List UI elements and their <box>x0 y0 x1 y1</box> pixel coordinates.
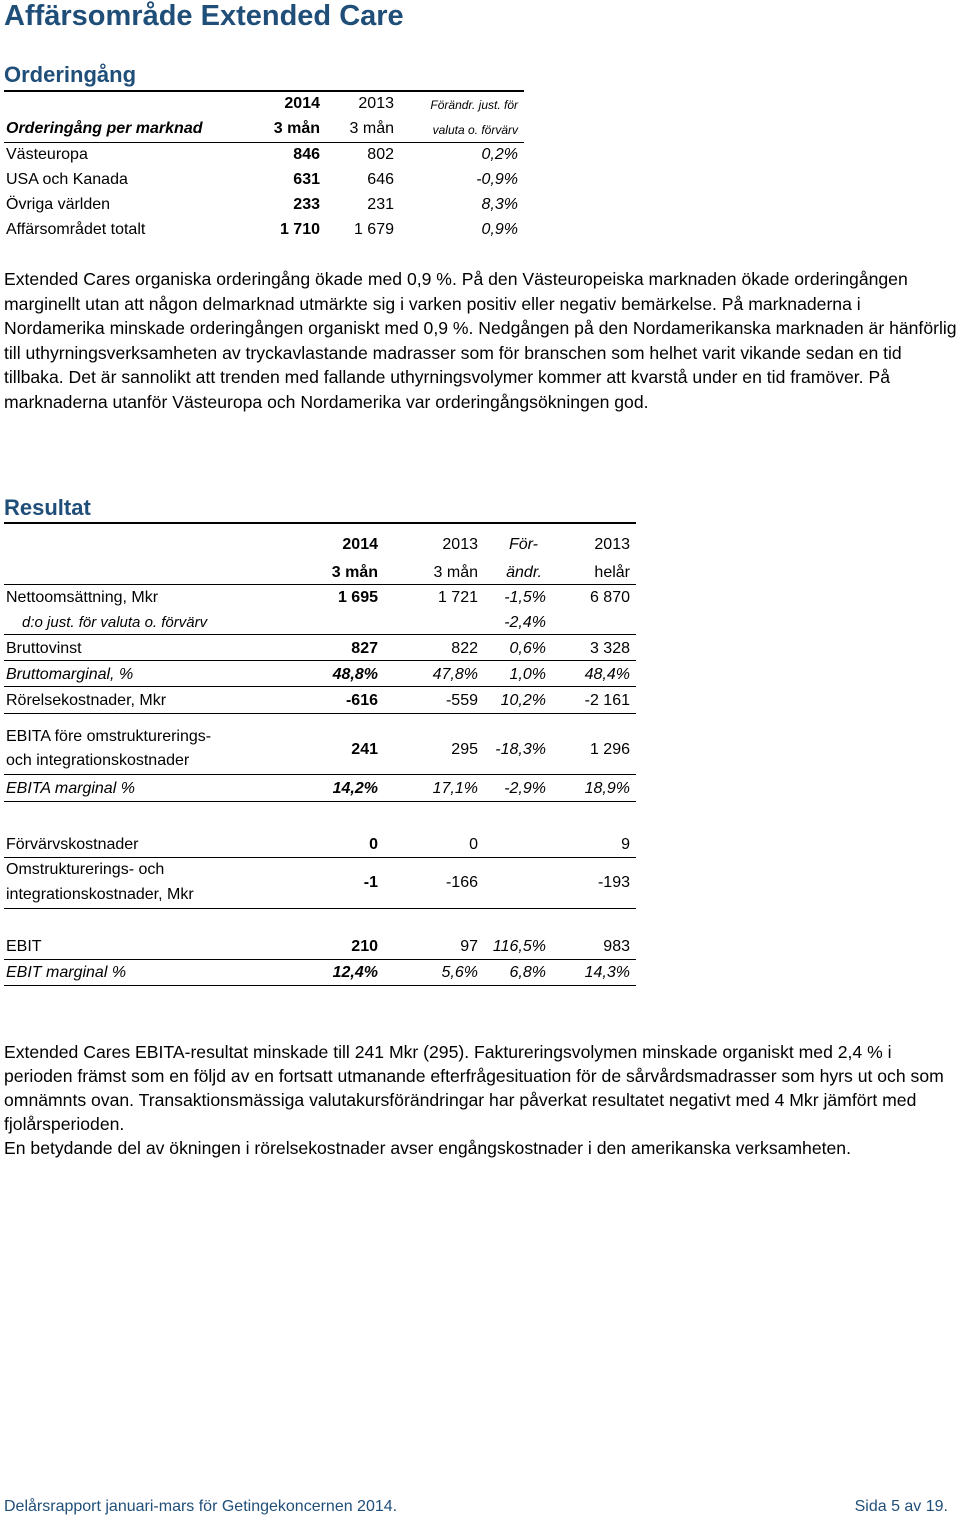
row-label: Affärsområdet totalt <box>6 221 146 238</box>
row-value-2014: 846 <box>293 146 320 163</box>
row-value-3: 10,2% <box>500 692 546 709</box>
table-row <box>4 585 636 609</box>
result-col2-year: 2013 <box>442 536 478 553</box>
order-col-change-line2: valuta o. förvärv <box>432 123 518 137</box>
row-value-1: -616 <box>345 692 378 709</box>
row-value-3: 1,0% <box>509 666 546 683</box>
row-value-4: 18,9% <box>584 780 630 797</box>
row-value-1: 210 <box>351 938 378 955</box>
row-label: Nettoomsättning, Mkr <box>6 589 159 606</box>
result-col3-line1: För- <box>508 536 538 553</box>
table-row <box>4 635 636 661</box>
row-label: EBIT <box>6 938 42 955</box>
result-heading: Resultat <box>4 495 91 520</box>
result-col4-year: 2013 <box>594 536 630 553</box>
row-value-2014: 631 <box>293 171 320 188</box>
row-label-line2: integrationskostnader, Mkr <box>6 886 194 903</box>
row-value-3: 6,8% <box>509 964 546 981</box>
row-value-4: 3 328 <box>589 640 630 657</box>
row-value-3: -18,3% <box>495 741 546 758</box>
row-value-1: 827 <box>351 640 378 657</box>
row-value-2014: 1 710 <box>279 221 320 238</box>
order-col-2013-period: 3 mån <box>349 120 394 137</box>
row-label-line1: EBITA före omstrukturerings- <box>6 728 212 745</box>
row-value-1: 14,2% <box>332 780 378 797</box>
row-label: d:o just. för valuta o. förvärv <box>22 614 208 631</box>
order-col-2014-year: 2014 <box>284 95 320 112</box>
row-label: USA och Kanada <box>6 171 128 188</box>
row-value-2: 47,8% <box>432 666 478 683</box>
row-value-2013: 231 <box>367 196 394 213</box>
row-value-3: -2,9% <box>504 780 546 797</box>
page-title: Affärsområde Extended Care <box>4 0 404 32</box>
row-label: Bruttomarginal, % <box>6 666 134 683</box>
row-value-2: -559 <box>445 692 478 709</box>
table-row <box>4 218 524 243</box>
row-label: Övriga världen <box>6 196 111 213</box>
table-row <box>4 168 524 193</box>
result-paragraph-2: En betydande del av ökningen i rörelsekostnader avser engångskostnader i den amerikanska verksamheten. <box>4 1138 851 1158</box>
row-value-4: 48,4% <box>584 666 630 683</box>
row-value-3: 116,5% <box>492 938 546 955</box>
row-value-1: 12,4% <box>332 964 378 981</box>
row-label: EBIT marginal % <box>6 964 127 981</box>
result-table <box>4 522 636 986</box>
row-value-1: 241 <box>351 741 378 758</box>
row-change: 0,2% <box>481 146 518 163</box>
order-paragraph: Extended Cares organiska orderingång ökade med 0,9 %. På den Västeuropeiska marknaden ökade orderingången marginellt utan att någon delmarknad utmärkte sig i varken positiv eller negativ bemärkelse. På marknaderna i Nordamerika minskade orderingången organiskt med 0,9 %. Nedgången på den Nordamerikanska marknaden är hänförlig till uthyrningsverksamheten av tryckavlastande madrasser som för branschen som helhet varit vikande sedan en tid tillbaka. Det är sannolikt att trenden med fallande uthyrningsvolymer kommer att kvarstå under en tid framöver. På marknaderna utanför Västeuropa och Nordamerika var orderingångsökningen god. <box>4 269 957 412</box>
row-spacer <box>4 714 636 726</box>
result-header-row-1 <box>4 524 636 552</box>
result-col3-line2: ändr. <box>506 564 542 581</box>
row-value-2: 1 721 <box>437 589 478 606</box>
order-table-header-row-1 <box>4 92 524 117</box>
row-value-2013: 1 679 <box>353 221 394 238</box>
order-col-2013-year: 2013 <box>358 95 394 112</box>
row-change: 0,9% <box>481 221 518 238</box>
result-col1-year: 2014 <box>342 536 378 553</box>
row-value-4: 9 <box>621 836 630 853</box>
table-row <box>4 933 636 960</box>
row-value-1: 0 <box>369 836 378 853</box>
table-row <box>4 661 636 687</box>
row-spacer <box>4 802 636 830</box>
order-heading: Orderingång <box>4 62 137 87</box>
row-value-1: -1 <box>363 874 378 891</box>
row-change: -0,9% <box>476 171 518 188</box>
order-table-label-header: Orderingång per marknad <box>6 120 203 137</box>
table-row <box>4 193 524 218</box>
table-row <box>4 687 636 714</box>
result-col4-period: helår <box>594 564 630 581</box>
row-label: EBITA marginal % <box>6 780 135 797</box>
row-value-2013: 646 <box>367 171 394 188</box>
row-value-1: 1 695 <box>337 589 378 606</box>
footer-page-number: Sida 5 av 19. <box>854 1498 948 1515</box>
row-value-4: -2 161 <box>584 692 630 709</box>
result-header-row-2 <box>4 552 636 585</box>
row-label: Förvärvskostnader <box>6 836 139 853</box>
row-value-2: 295 <box>451 741 478 758</box>
result-col1-period: 3 mån <box>331 564 378 581</box>
row-value-2: 5,6% <box>441 964 478 981</box>
table-row <box>4 726 636 775</box>
table-row <box>4 609 636 635</box>
row-label: Bruttovinst <box>6 640 82 657</box>
row-label: Rörelsekostnader, Mkr <box>6 692 167 709</box>
row-value-4: 14,3% <box>584 964 630 981</box>
row-value-2013: 802 <box>367 146 394 163</box>
row-value-3: -1,5% <box>504 589 546 606</box>
row-label: Västeuropa <box>6 146 88 163</box>
row-value-3: -2,4% <box>504 614 546 631</box>
row-value-2: 17,1% <box>432 780 478 797</box>
row-value-2014: 233 <box>293 196 320 213</box>
order-col-2014-period: 3 mån <box>273 120 320 137</box>
order-table-header-row-2 <box>4 117 524 143</box>
order-col-change-line1: Förändr. just. för <box>430 98 518 112</box>
row-label-line2: och integrationskostnader <box>6 752 190 769</box>
row-value-4: 983 <box>603 938 630 955</box>
table-row <box>4 775 636 802</box>
row-label-line1: Omstrukturerings- och <box>6 861 165 878</box>
result-paragraph-1: Extended Cares EBITA-resultat minskade till 241 Mkr (295). Faktureringsvolymen minskade organiskt med 2,4 % i perioden främst som en följd av en fortsatt utmanande efterfrågesituation för de sårvårdsmadrasser som hyrs ut och som omnämnts ovan. Transaktionsmässiga valutakursförändringar har påverkat resultatet negativt med 4 Mkr jämfört med fjolårsperioden. <box>4 1042 944 1134</box>
row-value-3: 0,6% <box>509 640 546 657</box>
table-row <box>4 858 636 909</box>
row-change: 8,3% <box>481 196 518 213</box>
row-value-2: 822 <box>451 640 478 657</box>
row-value-2: 0 <box>469 836 478 853</box>
row-value-2: 97 <box>460 938 478 955</box>
row-value-1: 48,8% <box>332 666 378 683</box>
table-row <box>4 830 636 858</box>
table-row <box>4 143 524 168</box>
row-value-4: 1 296 <box>589 741 630 758</box>
row-value-2: -166 <box>445 874 478 891</box>
table-row <box>4 960 636 986</box>
order-table <box>4 90 524 243</box>
row-value-4: -193 <box>597 874 630 891</box>
row-spacer <box>4 909 636 933</box>
footer-report-title: Delårsrapport januari-mars för Getingekoncernen 2014. <box>4 1498 398 1515</box>
result-col2-period: 3 mån <box>433 564 478 581</box>
row-value-4: 6 870 <box>589 589 630 606</box>
